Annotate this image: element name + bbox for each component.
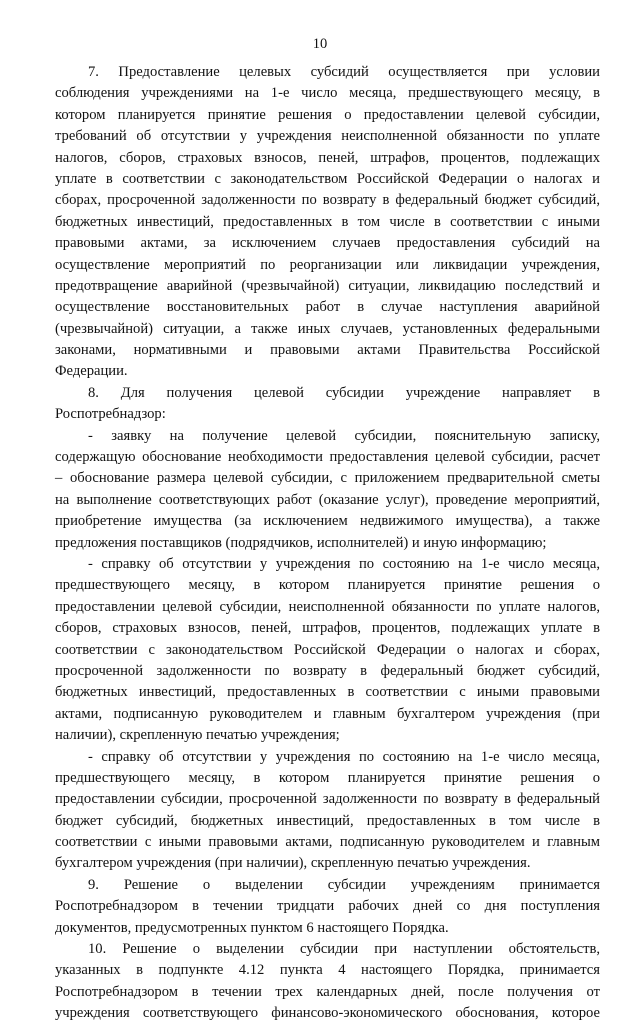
text-line: 8. Для получения целевой субсидии учреждение направляет в (88, 384, 600, 401)
text-line: бюджетных инвестиций, предоставленных в соответствии с иными правовыми (55, 684, 600, 701)
text-line: бухгалтером учреждения (при наличии), скрепленную печатью учреждения. (55, 855, 531, 872)
text-line: предшествующего месяцу, в котором планируется принятие решения о (55, 577, 600, 594)
text-line: - справку об отсутствии у учреждения по состоянию на 1-е число месяца, (88, 748, 600, 765)
text-line: осуществление восстановительных работ в случае наступления аварийной (55, 299, 600, 316)
text-line: - справку об отсутствии у учреждения по состоянию на 1-е число месяца, (88, 555, 600, 572)
text-line: приобретение имущества (за исключением недвижимого имущества), а также (55, 513, 600, 530)
text-line: осуществление мероприятий по реорганизации или ликвидации учреждения, (55, 256, 600, 273)
text-line: предложения поставщиков (подрядчиков, исполнителей) и иную информацию; (55, 534, 547, 551)
page-number: 10 (312, 36, 328, 52)
text-line: бюджет субсидий, бюджетных инвестиций, предоставленных в том числе в (55, 812, 600, 829)
text-line: указанных в подпункте 4.12 пункта 4 настоящего Порядка, принимается (55, 962, 600, 979)
text-line: Роспотребнадзор: (55, 406, 166, 423)
text-line: наличии), скрепленную печатью учреждения; (55, 727, 340, 744)
text-line: предоставлении целевой субсидии, неисполненной обязанности по уплате налогов, (55, 598, 600, 615)
text-line: на выполнение соответствующих работ (оказание услуг), проведение мероприятий, (55, 491, 600, 508)
text-line: предотвращение аварийной (чрезвычайной) ситуации, ликвидацию последствий и (55, 277, 600, 294)
text-line: учреждения соответствующего финансово-экономического обоснования, которое (55, 1005, 600, 1022)
text-line: 9. Решение о выделении субсидии учреждениям принимается (88, 876, 600, 893)
text-line: Роспотребнадзором в течении трех календарных дней, после получения от (55, 983, 600, 1000)
text-line: просроченной задолженности по возврату в федеральный бюджет субсидий, (55, 662, 600, 679)
text-line: - заявку на получение целевой субсидии, пояснительную записку, (88, 427, 600, 444)
text-line: соблюдения учреждениями на 1-е число месяца, предшествующего месяцу, в (55, 85, 600, 102)
text-line: котором планируется принятие решения о предоставлении целевой субсидии, (55, 106, 600, 123)
text-line: содержащую обоснование необходимости предоставления целевой субсидии, расчет (55, 449, 600, 466)
text-line: предоставлении субсидии, просроченной задолженности по возврату в федеральный (55, 791, 600, 808)
text-line: законами, нормативными и правовыми актами Правительства Российской (55, 342, 600, 359)
text-line: соответствии с иными правовыми актами, подписанную руководителем и главным (55, 834, 600, 851)
text-line: требований об отсутствии у учреждения неисполненной обязанности по уплате (55, 128, 600, 145)
text-line: предшествующего месяцу, в котором планируется принятие решения о (55, 769, 600, 786)
text-line: – обоснование размера целевой субсидии, с приложением предварительной сметы (55, 470, 600, 487)
text-line: сборах, просроченной задолженности по возврату в федеральный бюджет субсидий, (55, 192, 600, 209)
text-line: налогов, сборов, страховых взносов, пеней, штрафов, процентов, подлежащих (55, 149, 600, 166)
text-line: соответствии с законодательством Российской Федерации о налогах и сборах, (55, 641, 600, 658)
text-line: документов, предусмотренных пунктом 6 настоящего Порядка. (55, 919, 449, 936)
text-line: 10. Решение о выделении субсидии при наступлении обстоятельств, (88, 941, 600, 958)
text-line: (чрезвычайной) ситуации, а также иных случаев, установленных федеральными (55, 320, 600, 337)
text-line: 7. Предоставление целевых субсидий осуществляется при условии (88, 64, 600, 80)
text-line: Роспотребнадзором в течении тридцати рабочих дней со дня поступления (55, 898, 600, 915)
text-line: бюджетных инвестиций, предоставленных в том числе в соответствии с иными (55, 213, 600, 230)
text-line: актами, подписанную руководителем и главным бухгалтером учреждения (при (55, 705, 600, 722)
text-line: сборов, страховых взносов, пеней, штрафов, процентов, подлежащих уплате в (55, 620, 600, 637)
text-line: уплате в соответствии с законодательством Российской Федерации о налогах и (55, 170, 600, 187)
text-line: Федерации. (55, 363, 128, 380)
document-body (55, 62, 600, 1025)
text-line: правовыми актами, за исключением случаев предоставления субсидий на (55, 235, 600, 252)
